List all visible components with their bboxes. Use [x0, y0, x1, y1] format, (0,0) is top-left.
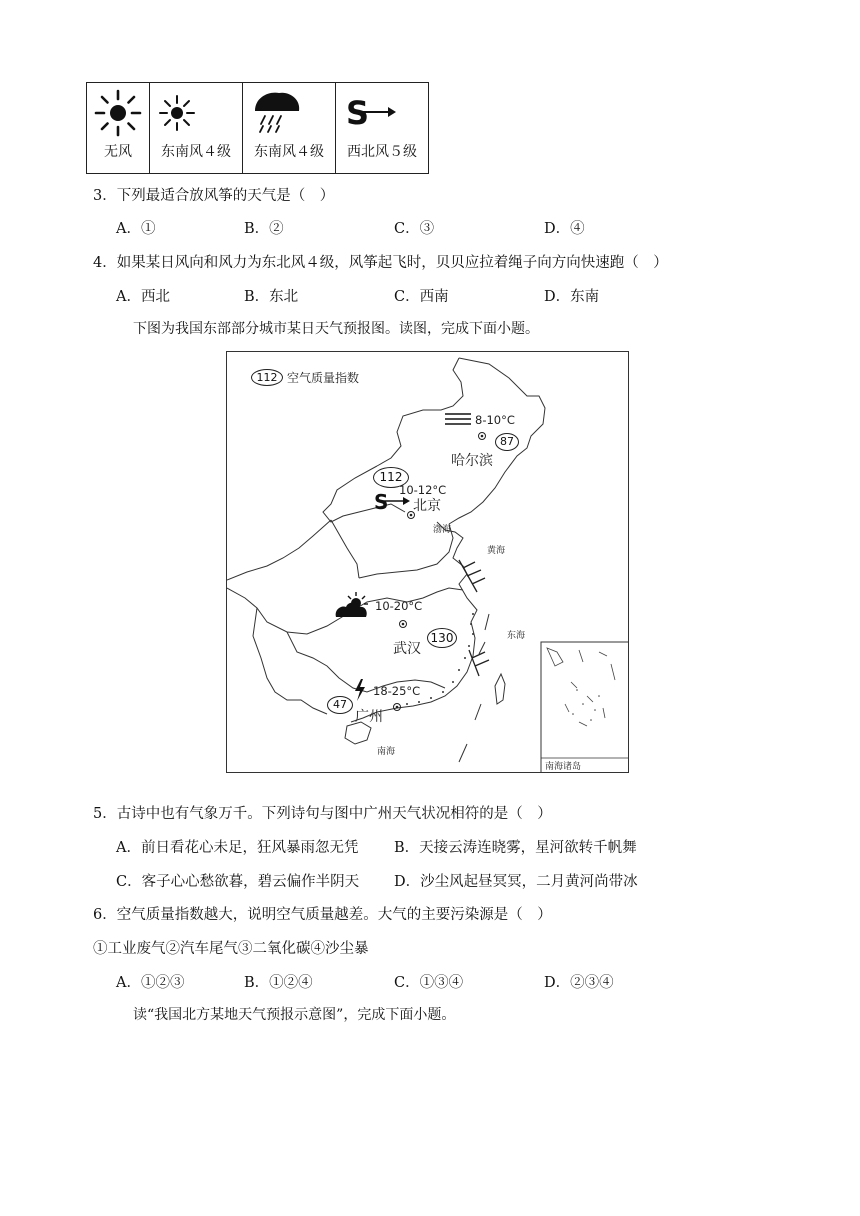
weather-symbol-table	[86, 82, 429, 174]
beijing-temp: 10-12°C	[399, 483, 447, 497]
question-4-stem: 4．如果某日风向和风力为东北风４级，风筝起飞时，贝贝应拉着绳子向方向快速跑（ ）	[93, 255, 668, 271]
sand-storm-icon	[344, 91, 404, 141]
wuhan-aqi: 130	[427, 628, 457, 648]
rain-icon	[249, 89, 305, 139]
sea-label-huanghai: 黄海	[487, 546, 506, 556]
legend-aqi-circle: 112	[251, 369, 283, 386]
q6-option-c[interactable]: C．①③④	[394, 975, 464, 991]
sea-label-bohai: 渤海	[433, 525, 452, 535]
sun-icon	[87, 85, 149, 145]
q6-option-b[interactable]: B．①②④	[244, 975, 313, 991]
weather-cell-3	[243, 83, 336, 174]
sea-label-donghai: 东海	[507, 631, 526, 641]
q4-option-c[interactable]: C．西南	[394, 289, 449, 305]
legend-aqi-text: 空气质量指数	[287, 371, 360, 385]
q3-option-d[interactable]: D．④	[544, 221, 585, 237]
weather-label: 无风	[104, 144, 132, 160]
question-5-stem: 5．古诗中也有气象万千。下列诗句与图中广州天气状况相符的是（ ）	[93, 806, 552, 822]
svg-text:S: S	[346, 94, 370, 132]
weather-cell-4	[336, 83, 429, 174]
wuhan-label: 武汉	[393, 641, 421, 657]
thunder-icon	[353, 679, 367, 701]
sea-label-nanhai: 南海	[377, 747, 396, 757]
question-3-stem: 3．下列最适合放风筝的天气是（ ）	[93, 188, 335, 204]
weather-label: 东南风４级	[254, 144, 324, 160]
q5-option-c[interactable]: C．客子心心愁欲暮，碧云偏作半阴天	[116, 874, 360, 890]
guangzhou-aqi: 47	[327, 696, 353, 714]
map-outline	[227, 352, 629, 773]
sun-small-icon	[150, 87, 210, 143]
q6-option-a[interactable]: A．①②③	[116, 975, 185, 991]
weather-cell-1	[87, 83, 150, 174]
question-6-items: ①工业废气②汽车尾气③二氧化碳④沙尘暴	[93, 941, 369, 957]
q5-option-d[interactable]: D．沙尘风起昼冥冥，二月黄河尚带冰	[394, 874, 638, 890]
fog-icon	[445, 411, 471, 427]
harbin-label: 哈尔滨	[451, 453, 493, 469]
q4-option-d[interactable]: D．东南	[544, 289, 600, 305]
q3-option-a[interactable]: A．①	[116, 221, 156, 237]
q5-option-a[interactable]: A．前日看花心未足，狂风暴雨忽无凭	[116, 840, 359, 856]
beijing-label: 北京	[413, 498, 441, 514]
cloudy-sun-icon	[334, 591, 370, 619]
intro-text-1: 下图为我国东部部分城市某日天气预报图。读图，完成下面小题。	[133, 321, 539, 337]
weather-label: 西北风５级	[347, 144, 417, 160]
q3-option-c[interactable]: C．③	[394, 221, 435, 237]
guangzhou-temp: 18-25°C	[373, 684, 421, 698]
guangzhou-label: 广州	[355, 709, 383, 725]
q4-option-a[interactable]: A．西北	[116, 289, 170, 305]
q3-option-b[interactable]: B．②	[244, 221, 284, 237]
beijing-aqi: 112	[373, 467, 409, 488]
question-6-stem: 6．空气质量指数越大，说明空气质量越差。大气的主要污染源是（ ）	[93, 907, 552, 923]
intro-text-2: 读“我国北方某地天气预报示意图”，完成下面小题。	[133, 1007, 456, 1023]
harbin-aqi: 87	[495, 433, 519, 451]
weather-cell-2	[150, 83, 243, 174]
q6-option-d[interactable]: D．②③④	[544, 975, 614, 991]
q5-option-b[interactable]: B．天接云涛连晓雾，星河欲转千帆舞	[394, 840, 637, 856]
inset-label: 南海诸岛	[545, 762, 582, 772]
wuhan-temp: 10-20°C	[375, 599, 423, 613]
q4-option-b[interactable]: B．东北	[244, 289, 299, 305]
weather-map	[226, 351, 629, 773]
svg-text:S: S	[374, 490, 389, 513]
weather-label: 东南风４级	[161, 144, 231, 160]
harbin-temp: 8-10°C	[475, 413, 515, 427]
